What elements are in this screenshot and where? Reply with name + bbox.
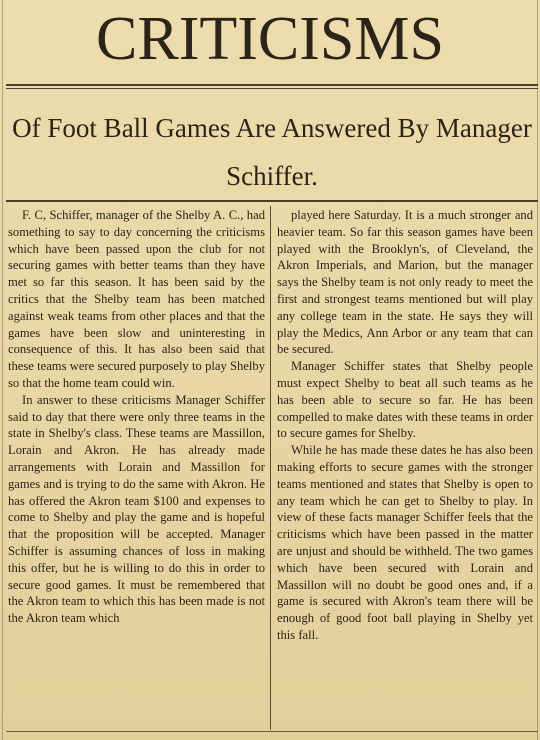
headline-rule-thin: [6, 88, 538, 89]
paragraph: Manager Schiffer states that Shelby people must expect Shelby to beat all such teams as he has been able to secure so far. He has been compelled to make dates with these teams in order to secure games for Shelby.: [277, 359, 533, 441]
paragraph: In answer to these criticisms Manager Schiffer said to day that there were only three teams in the state in Shelby's class. These teams are Massillon, Lorain and Akron. He has already made arrangements with Lorain and Massillon for games and is trying to do the same with Akron. He has offered the Akron team $100 and expenses to come to Shelby and play the game and is hopeful that the proposition will be accepted. Manager Schiffer is assuming chances of loss in making this offer, but he is willing to do this in order to secure good games. It must be remembered that the Akron team to which this has been made is not the Akron team which: [8, 392, 265, 626]
paragraph: While he has made these dates he has also been making efforts to secure games with the stronger teams mentioned and states that Shelby is open to any team which he can get to Shelby to play. In view of these facts manager Schiffer feels that the criticisms which have been passed in the matter are unjust and should be withheld. The two games which have been secured with Lorain and Massillon will no doubt be good ones and, if a game is secured with Akron's team there will be enough of good foot ball playing in Shelby yet this fall.: [277, 443, 533, 642]
paragraph: played here Saturday. It is a much stronger and heavier team. So far this season games have been played with the Brooklyn's, of Cleveland, the Akron Imperials, and Marion, but the manager says the Shelby team is not only ready to meet the first and strongest teams mentioned but will play any college team in the state. He says they will play the Medics, Ann Arbor or any team that can be secured.: [277, 208, 533, 357]
subheadline-rule: [6, 200, 538, 202]
headline: CRITICISMS: [96, 5, 444, 73]
page-edge-right: [537, 0, 538, 740]
paragraph: F. C, Schiffer, manager of the Shelby A. C., had something to say to day concerning the criticisms which have been passed upon the club for not securing games with better teams than they have met so far this season. It has been said by the critics that the Shelby team has been matched against weak teams from other places and that the games have been slow and uninteresting in consequence of this. It has also been said that these teams were secured purposely to play Shelby so that the home team could win.: [8, 208, 265, 390]
page-edge-left: [2, 0, 3, 740]
bottom-rule: [6, 731, 538, 732]
article-column-right: [277, 207, 533, 727]
column-divider: [270, 206, 271, 730]
article-column-left: [8, 207, 265, 727]
subheadline: Of Foot Ball Games Are Answered By Manager Schiffer.: [12, 113, 532, 191]
headline-rule: [6, 84, 538, 86]
